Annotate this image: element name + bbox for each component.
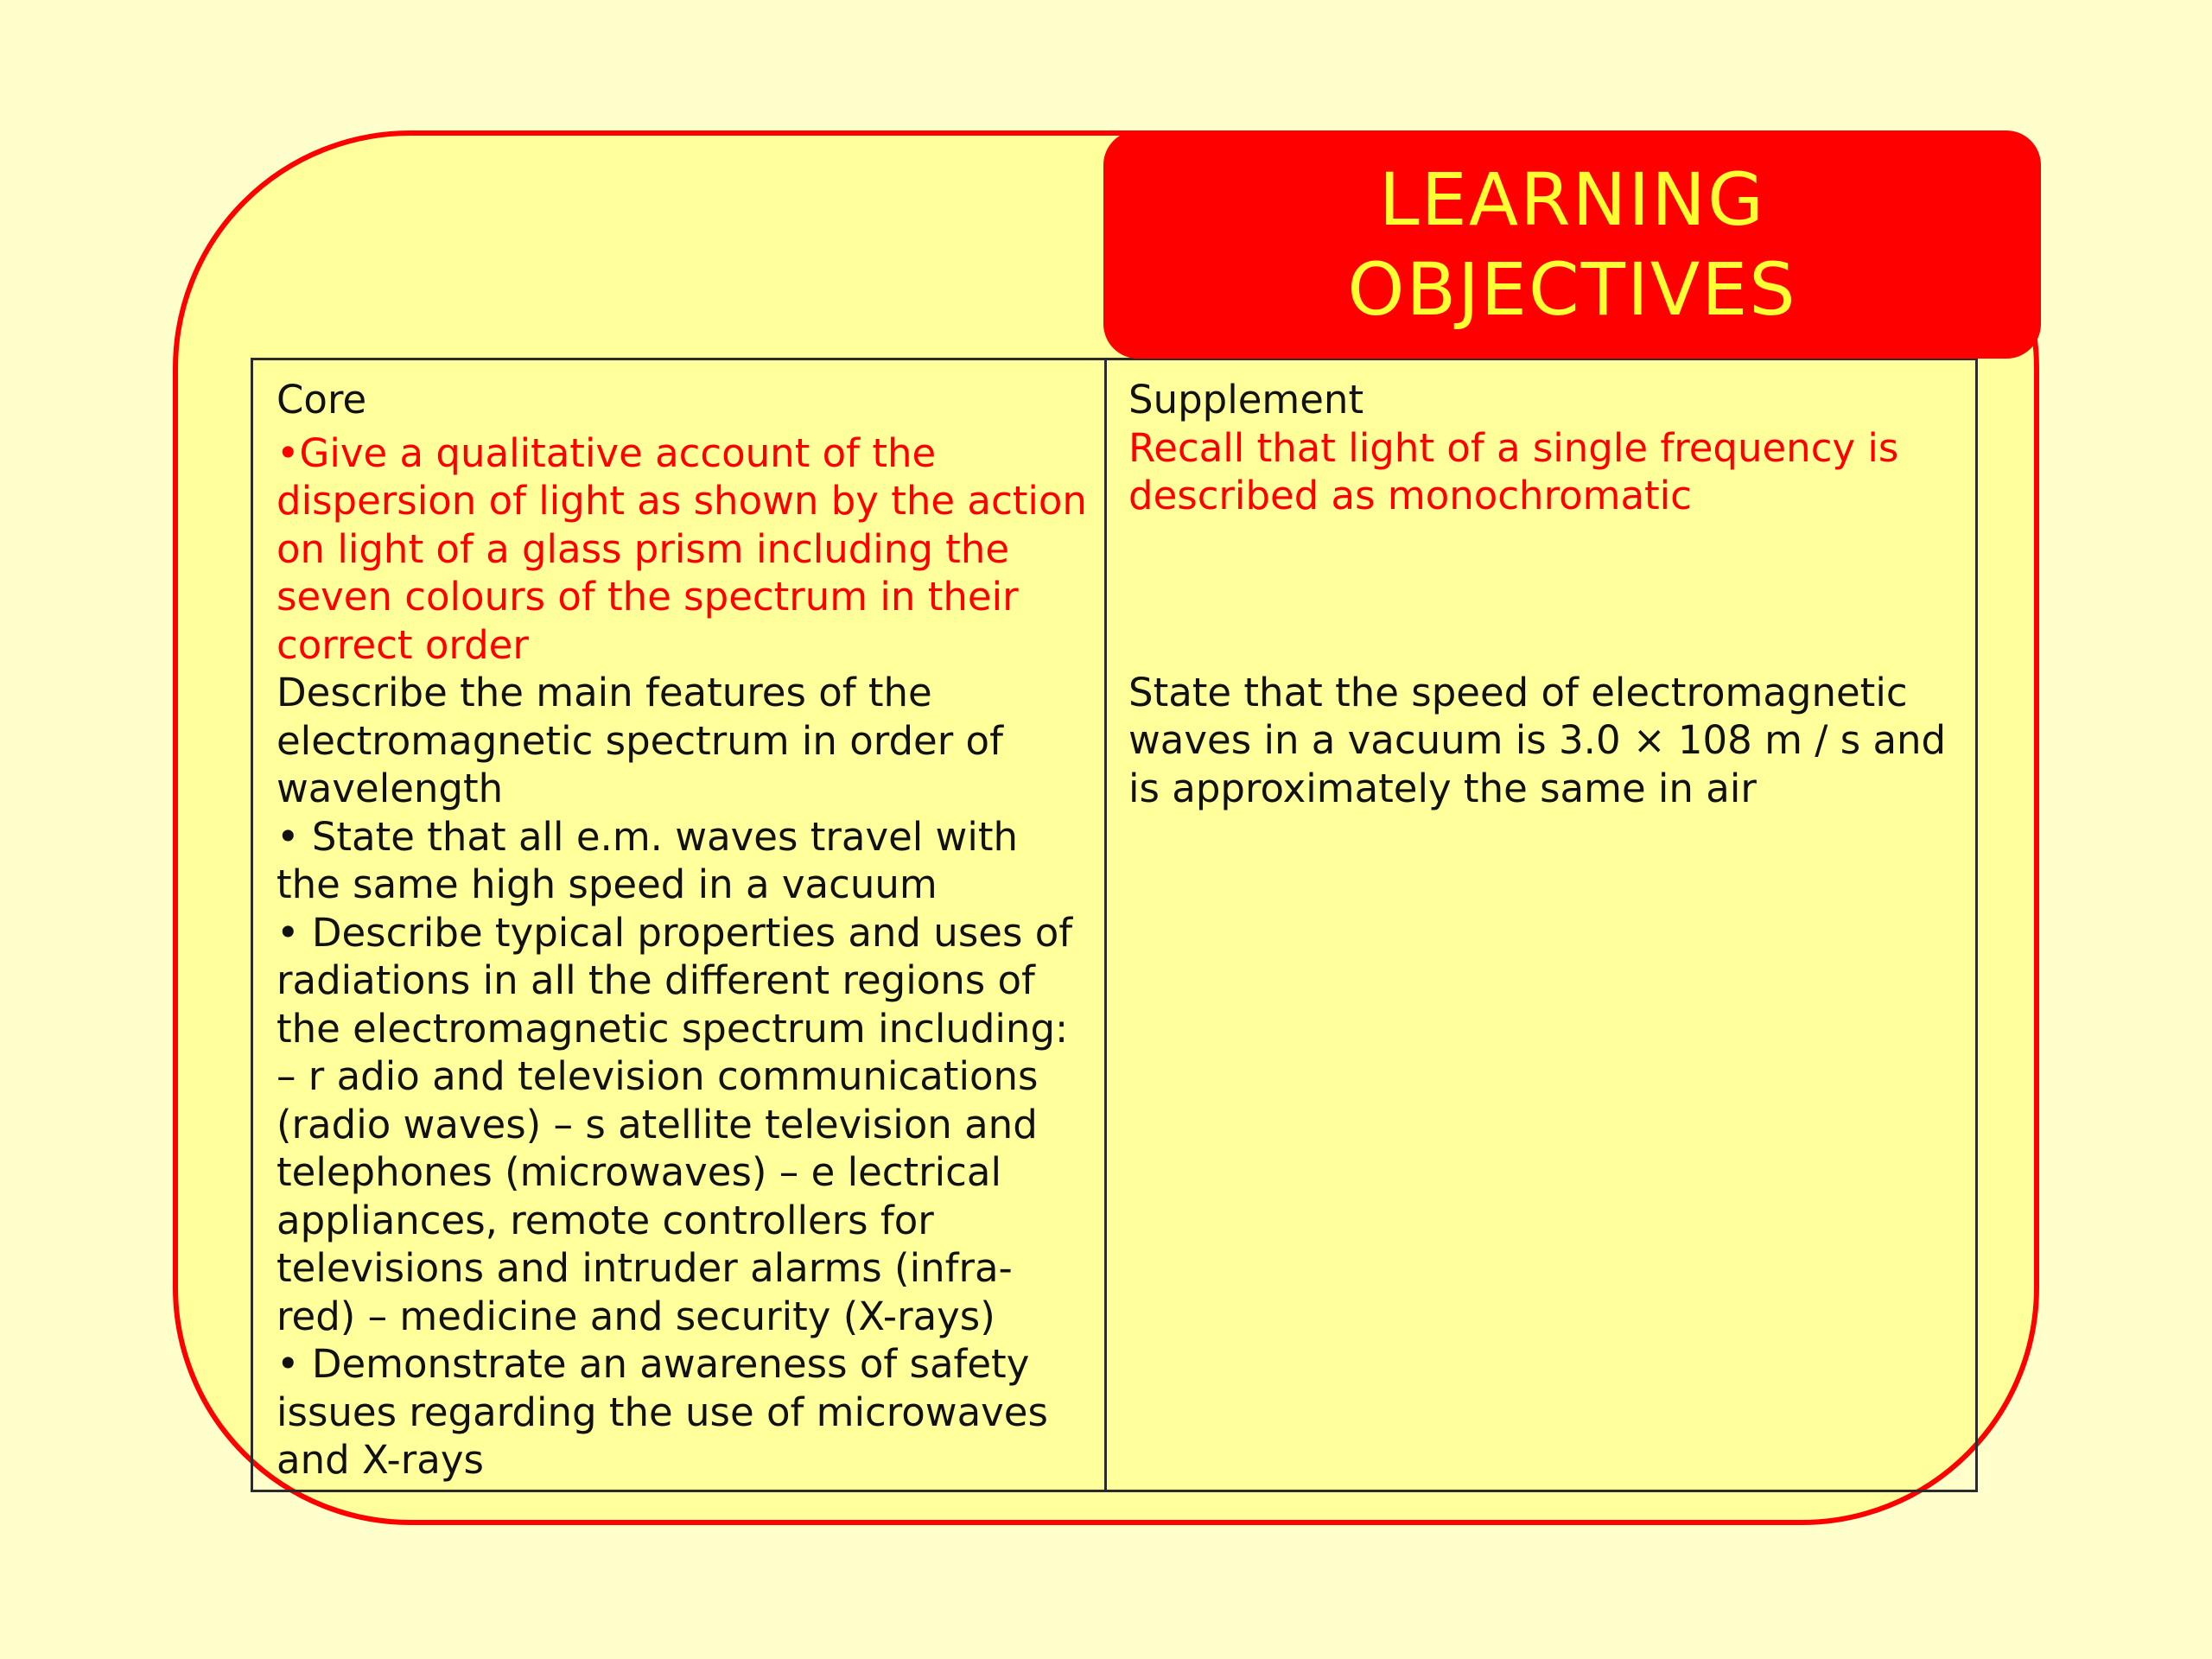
supplement-objective-monochromatic: Recall that light of a single frequency is described as monochromatic xyxy=(1128,424,1899,518)
supplement-objective-em-speed: State that the speed of electromagnetic waves in a vacuum is 3.0 × 108 m / s and is approximately the same in air xyxy=(1128,669,1947,811)
supplement-heading: Supplement xyxy=(1128,377,1364,423)
title-line-2: OBJECTIVES xyxy=(1347,247,1797,332)
objectives-table xyxy=(251,358,1978,1492)
title-banner xyxy=(1103,130,2041,359)
supplement-spacer xyxy=(1128,520,1961,669)
supplement-column xyxy=(1107,360,1975,1490)
core-heading: Core xyxy=(276,377,367,423)
core-objective-dispersion: •Give a qualitative account of the dispersion of light as shown by the action on light of a glass prism including the seven colours of the spectrum in their correct order xyxy=(276,429,1087,668)
core-objective-radiation-uses: • Describe typical properties and uses of radiations in all the different regions of the electromagnetic spectrum including: – r adio and television communications (radio waves) – s atellite television and telephones (microwaves) – e lectrical appliances, remote controllers for televisions and intruder alarms (infra-red) – medicine and security (X-rays) xyxy=(276,909,1073,1339)
core-column xyxy=(253,360,1107,1490)
title-line-1: LEARNING xyxy=(1378,157,1766,242)
core-objective-safety: • Demonstrate an awareness of safety issues regarding the use of microwaves and X-rays xyxy=(276,1341,1048,1483)
core-objective-em-spectrum: Describe the main features of the electromagnetic spectrum in order of wavelength xyxy=(276,670,1003,811)
core-objective-em-speed: • State that all e.m. waves travel with the same high speed in a vacuum xyxy=(276,813,1019,907)
